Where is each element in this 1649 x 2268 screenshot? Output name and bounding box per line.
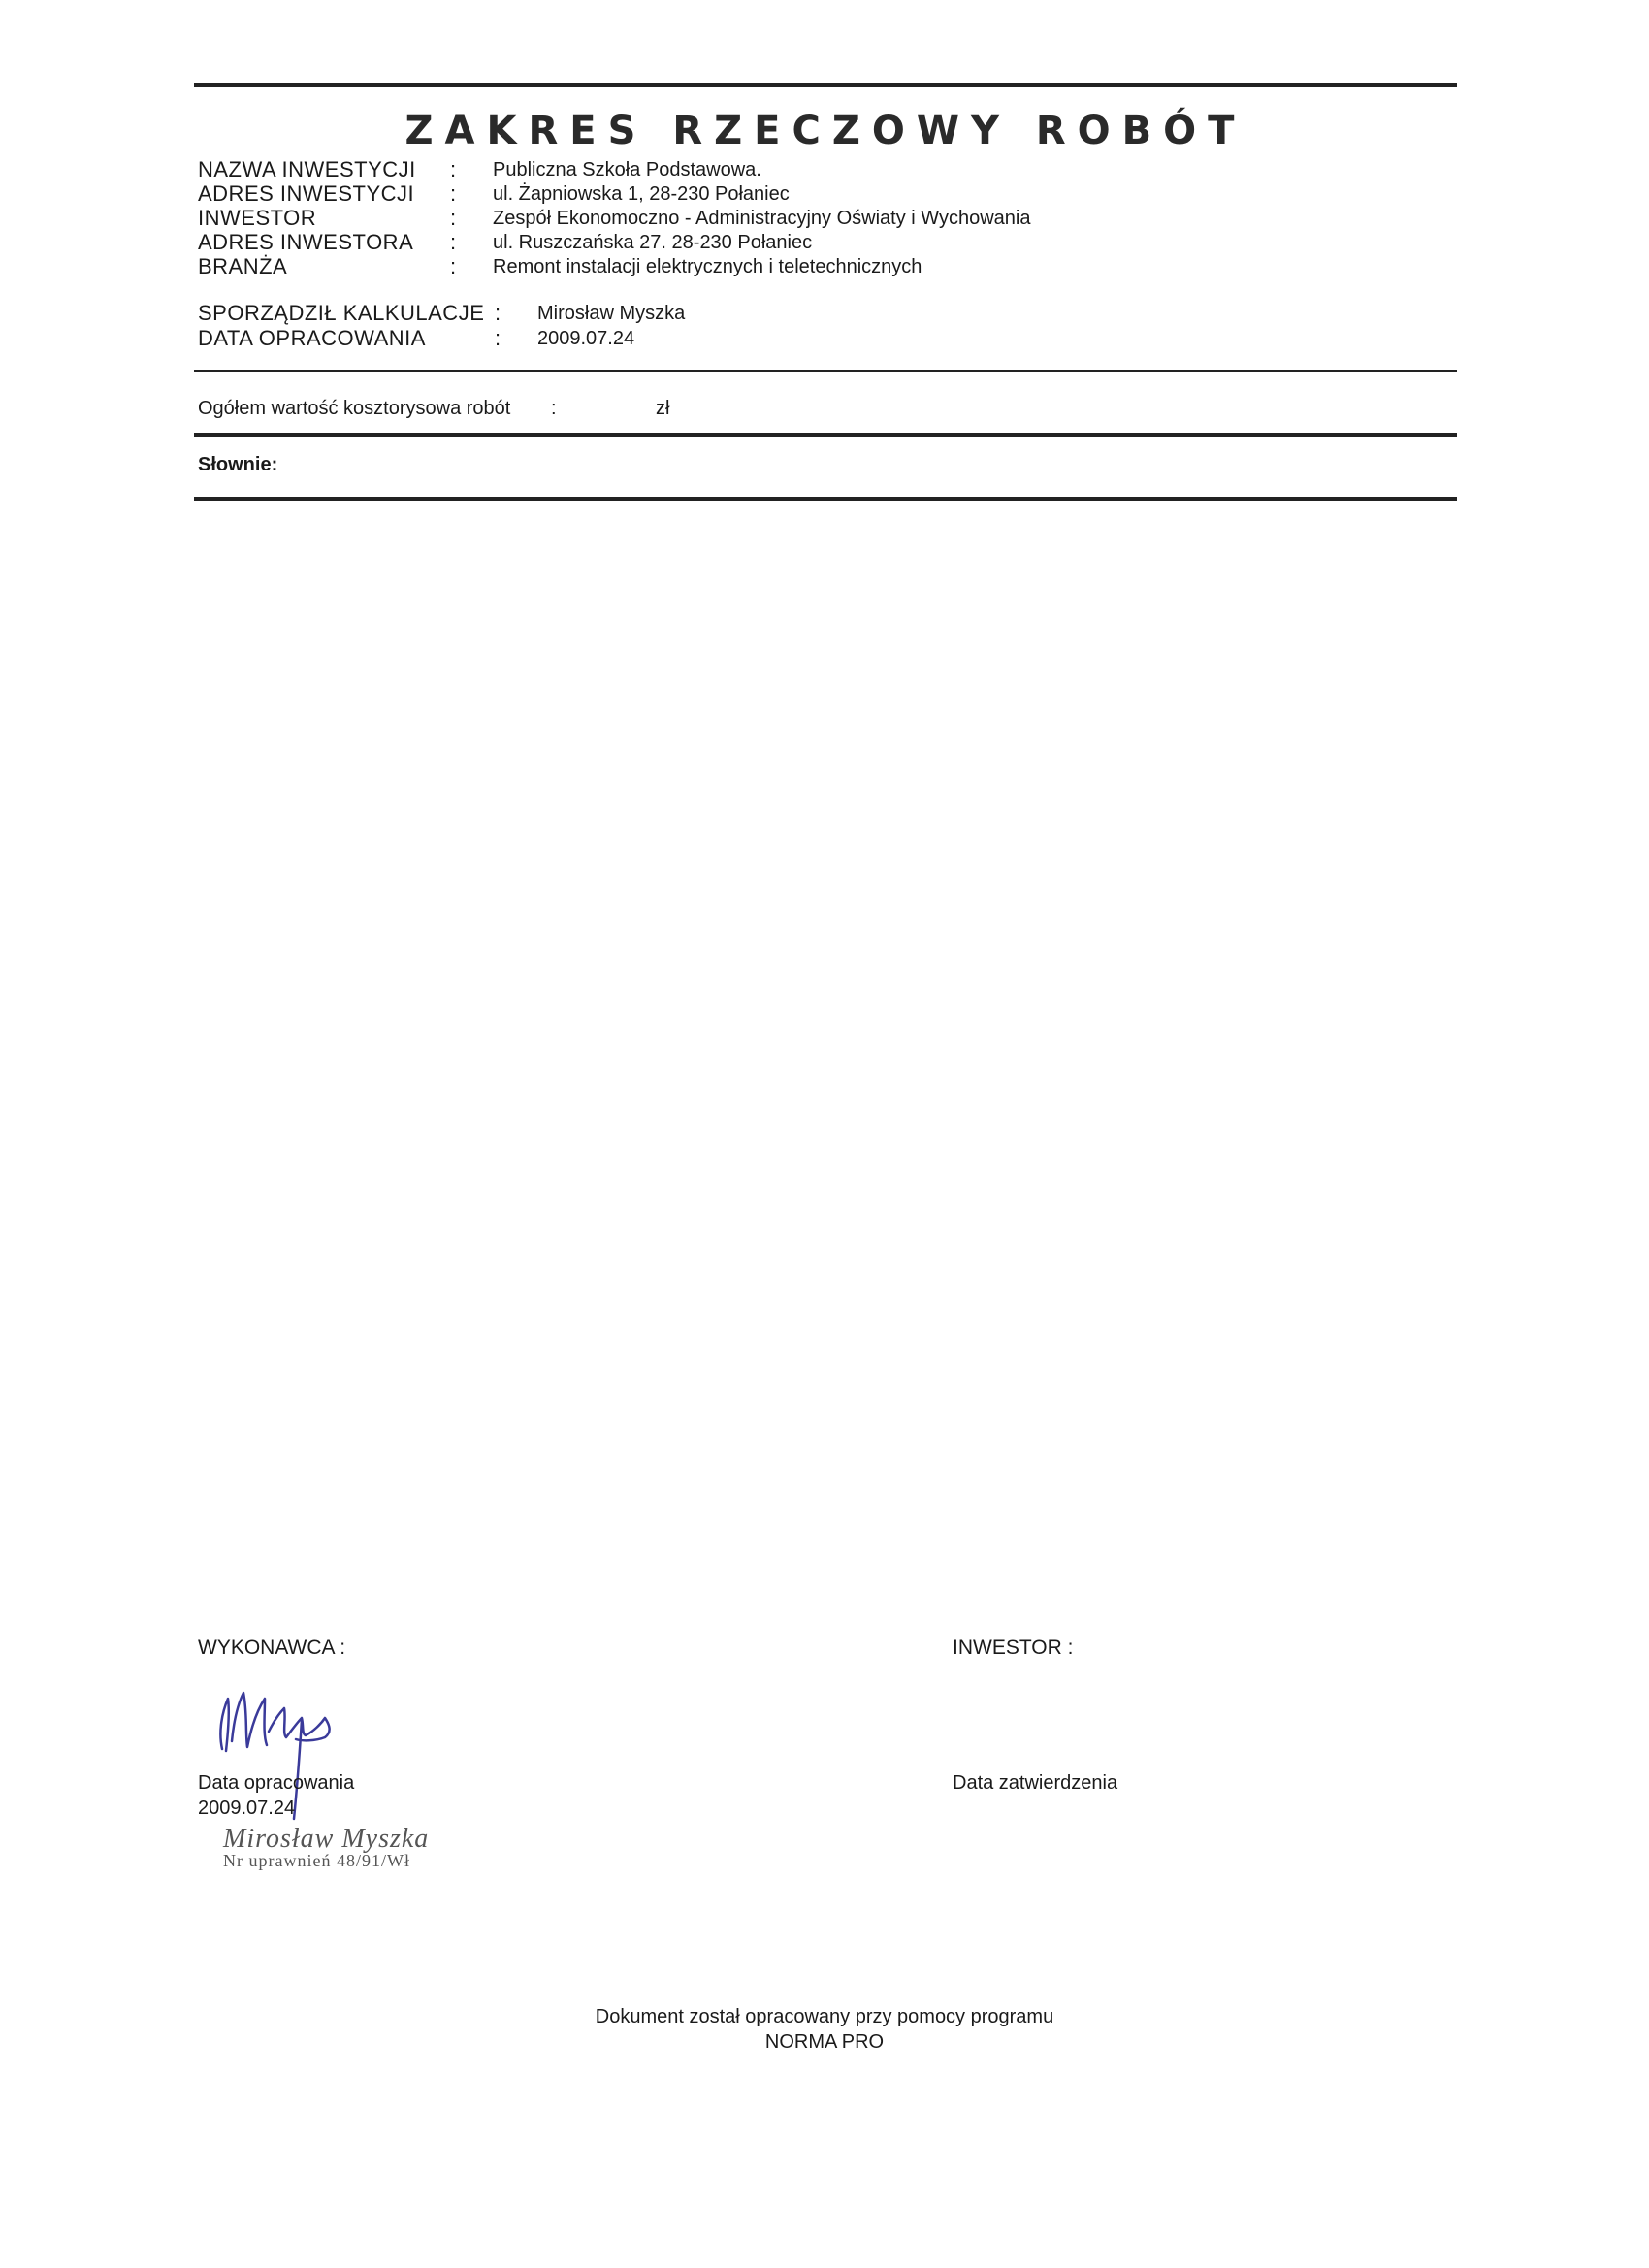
field-value: ul. Żapniowska 1, 28-230 Połaniec [493,183,790,205]
document-title: ZAKRES RZECZOWY ROBÓT [404,109,1246,153]
field-separator: : [450,181,457,206]
field-value: Zespół Ekonomoczno - Administracyjny Oświaty i Wychowania [493,208,1031,229]
field-separator: : [450,157,457,181]
field-value: Mirosław Myszka [537,303,686,324]
field-label: BRANŻA [198,254,288,278]
field-label: NAZWA INWESTYCJI [198,157,416,181]
field-separator: : [495,301,501,325]
field-separator: : [450,206,457,230]
stamp-name: Mirosław Myszka [223,1824,430,1854]
field-value: Publiczna Szkoła Podstawowa. [493,159,761,180]
field-separator: : [450,230,457,254]
total-label: Ogółem wartość kosztorysowa robót [198,398,511,419]
field-value: 2009.07.24 [537,328,635,349]
field-label: INWESTOR [198,206,317,230]
total-separator: : [551,398,557,419]
footer-line-1: Dokument został opracowany przy pomocy programu [595,2006,1054,2027]
field-label: DATA OPRACOWANIA [198,326,426,350]
investor-label: INWESTOR : [953,1636,1074,1659]
field-value: Remont instalacji elektrycznych i teletechnicznych [493,256,922,277]
total-currency: zł [656,398,670,419]
field-label: ADRES INWESTYCJI [198,181,415,206]
stamp-number: Nr uprawnień 48/91/Wł [223,1851,410,1870]
divider [194,497,1457,501]
field-separator: : [495,326,501,350]
field-label: SPORZĄDZIŁ KALKULACJE [198,301,485,325]
divider [194,433,1457,437]
contractor-stamp [223,1824,429,1871]
investor-date-label: Data zatwierdzenia [953,1772,1118,1794]
field-separator: : [450,254,457,278]
contractor-date: 2009.07.24 [198,1798,296,1819]
divider [194,370,1457,372]
field-value: ul. Ruszczańska 27. 28-230 Połaniec [493,232,813,253]
field-label: ADRES INWESTORA [198,230,414,254]
footer-line-2: NORMA PRO [764,2031,885,2053]
contractor-label: WYKONAWCA : [198,1636,346,1659]
top-rule [194,83,1457,87]
contractor-date-label: Data opracowania [198,1772,355,1794]
words-label: Słownie: [198,454,278,475]
